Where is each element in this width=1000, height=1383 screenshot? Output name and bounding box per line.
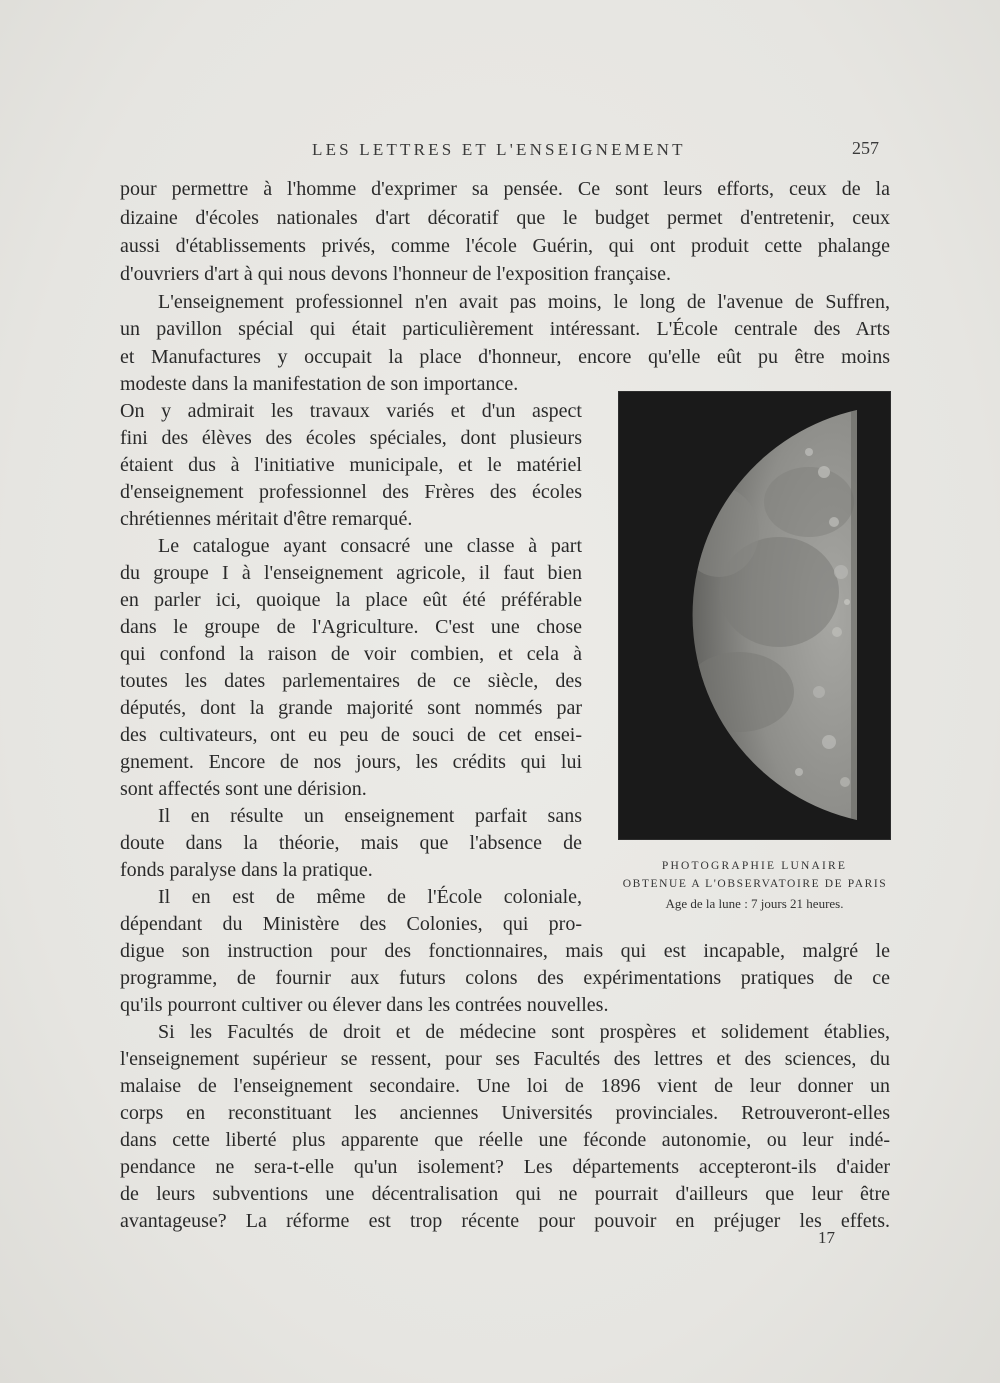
text-line: digue son instruction pour des fonctionnaires, mais qui est incapable, malgré le [120, 940, 890, 962]
text-line: Il en résulte un enseignement parfait sans [158, 805, 582, 827]
text-line: L'enseignement professionnel n'en avait pas moins, le long de l'avenue de Suffren, [158, 291, 890, 313]
text-line: doute dans la théorie, mais que l'absence de [120, 832, 582, 854]
text-line: d'ouvriers d'art à qui nous devons l'honneur de l'exposition française. [120, 263, 671, 285]
page-number: 257 [852, 138, 879, 158]
text-line: dans cette liberté plus apparente que réelle une féconde autonomie, ou leur indé- [120, 1129, 890, 1151]
text-line: députés, dont la grande majorité sont nommés par [120, 697, 582, 719]
text-line: fonds paralyse dans la pratique. [120, 859, 373, 881]
text-line: d'enseignement professionnel des Frères des écoles [120, 481, 582, 503]
text-line: en parler ici, quoique la place eût été préférable [120, 589, 582, 611]
text-line: un pavillon spécial qui était particulièrement intéressant. L'École centrale des Arts [120, 318, 890, 340]
text-line: des cultivateurs, ont eu peu de souci de cet ensei- [120, 724, 582, 746]
figure-caption-source: OBTENUE A L'OBSERVATOIRE DE PARIS [622, 878, 888, 890]
text-line: l'enseignement supérieur se ressent, pour ses Facultés des lettres et des sciences, du [120, 1048, 890, 1070]
running-title: LES LETTRES ET L'ENSEIGNEMENT [312, 140, 686, 159]
text-line: chrétiennes méritait d'être remarqué. [120, 508, 413, 530]
moon-image [619, 392, 890, 839]
text-line: pendance ne sera-t-elle qu'un isolement? Les départements accepteront-ils d'aider [120, 1156, 890, 1178]
moon-photograph [619, 392, 890, 839]
text-line: sont affectés sont une dérision. [120, 778, 367, 800]
text-line: pour permettre à l'homme d'exprimer sa pensée. Ce sont leurs efforts, ceux de la [120, 178, 890, 200]
text-line: malaise de l'enseignement secondaire. Une loi de 1896 vient de leur donner un [120, 1075, 890, 1097]
text-line: avantageuse? La réforme est trop récente pour pouvoir en préjuger les effets. [120, 1210, 890, 1232]
text-line: du groupe I à l'enseignement agricole, il faut bien [120, 562, 582, 584]
text-line: toutes les dates parlementaires de ce siècle, des [120, 670, 582, 692]
signature-mark: 17 [818, 1228, 835, 1247]
text-line: qui confond la raison de voir combien, et cela à [120, 643, 582, 665]
text-line: et Manufactures y occupait la place d'honneur, encore qu'elle eût pu être moins [120, 346, 890, 368]
text-line: Le catalogue ayant consacré une classe à part [158, 535, 582, 557]
text-line: corps en reconstituant les anciennes Universités provinciales. Retrouveront-elles [120, 1102, 890, 1124]
text-line: Si les Facultés de droit et de médecine sont prospères et solidement établies, [158, 1021, 890, 1043]
text-line: fini des élèves des écoles spéciales, dont plusieurs [120, 427, 582, 449]
text-line: dans le groupe de l'Agriculture. C'est une chose [120, 616, 582, 638]
text-line: Il en est de même de l'École coloniale, [158, 886, 582, 908]
text-line: programme, de fournir aux futurs colons des expérimentations pratiques de ce [120, 967, 890, 989]
text-line: gnement. Encore de nos jours, les crédits qui lui [120, 751, 582, 773]
figure-caption-title: PHOTOGRAPHIE LUNAIRE [661, 860, 848, 872]
text-line: dépendant du Ministère des Colonies, qui pro- [120, 913, 582, 935]
text-line: aussi d'établissements privés, comme l'école Guérin, qui ont produit cette phalange [120, 235, 890, 257]
text-line: qu'ils pourront cultiver ou élever dans les contrées nouvelles. [120, 994, 609, 1016]
figure-caption-detail: Age de la lune : 7 jours 21 heures. [665, 896, 844, 911]
text-line: dizaine d'écoles nationales d'art décoratif que le budget permet d'entretenir, ceux [120, 207, 890, 229]
text-line: modeste dans la manifestation de son importance. [120, 373, 519, 395]
text-line: de leurs subventions une décentralisation qui ne pourrait d'ailleurs que leur être [120, 1183, 890, 1205]
text-line: On y admirait les travaux variés et d'un aspect [120, 400, 582, 422]
text-line: étaient dus à l'initiative municipale, et le matériel [120, 454, 582, 476]
